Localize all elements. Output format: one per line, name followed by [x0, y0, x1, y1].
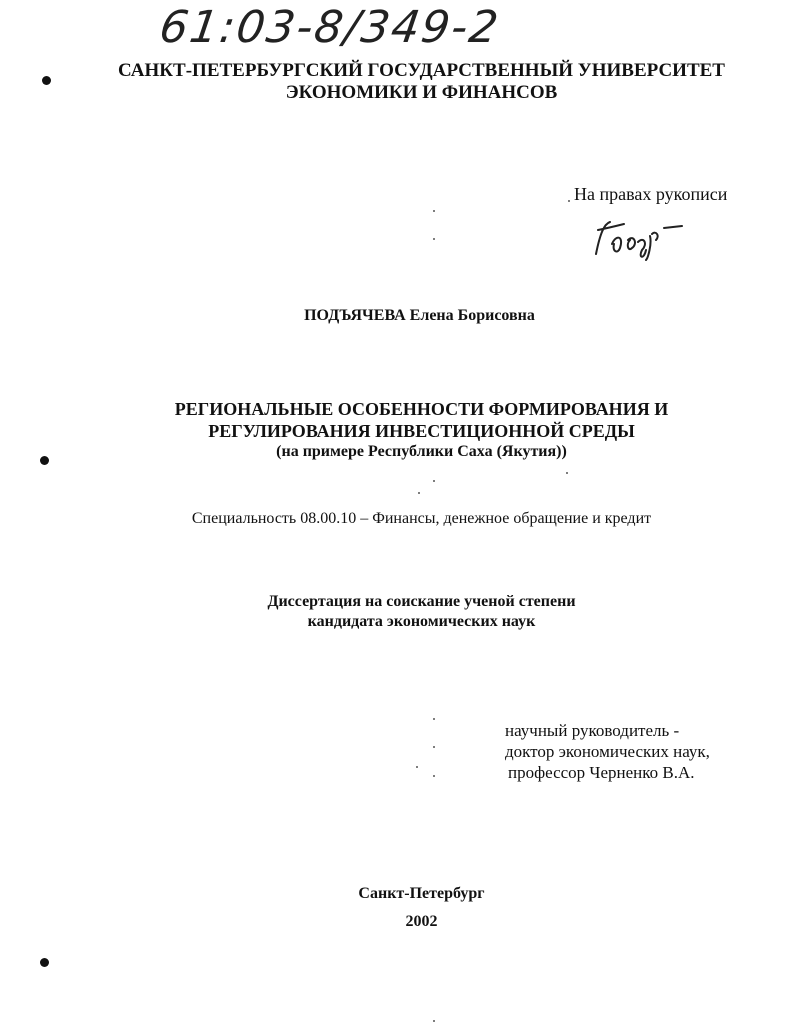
scan-speck [433, 746, 435, 748]
supervisor-line-1: научный руководитель - [505, 721, 680, 740]
degree-line-2: кандидата экономических наук [307, 613, 536, 630]
year: 2002 [405, 913, 438, 930]
scan-speck [433, 718, 435, 720]
manuscript-note: На правах рукописи [574, 184, 728, 204]
author-name: ПОДЪЯЧЕВА Елена Борисовна [304, 307, 535, 324]
supervisor-block [505, 720, 710, 783]
scan-speck [433, 1020, 435, 1022]
city: Санкт-Петербург [358, 885, 485, 902]
binder-hole-bottom [40, 958, 49, 967]
university-header [0, 60, 799, 104]
university-line-2: ЭКОНОМИКИ И ФИНАНСОВ [285, 82, 558, 103]
signature-icon [590, 214, 690, 262]
university-line-1: САНКТ-ПЕТЕРБУРГСКИЙ ГОСУДАРСТВЕННЫЙ УНИВЕРСИТЕТ [118, 60, 725, 81]
scan-speck [416, 766, 418, 768]
scan-speck [568, 200, 570, 202]
scan-speck [418, 492, 420, 494]
title-line-2: РЕГУЛИРОВАНИЯ ИНВЕСТИЦИОННОЙ СРЕДЫ [208, 421, 635, 441]
title-line-1: РЕГИОНАЛЬНЫЕ ОСОБЕННОСТИ ФОРМИРОВАНИЯ И [174, 399, 669, 419]
scan-speck [433, 238, 435, 240]
scan-speck [433, 480, 435, 482]
scan-speck [433, 775, 435, 777]
scan-speck [566, 472, 568, 474]
supervisor-line-3: профессор Черненко В.А. [508, 763, 695, 782]
scan-speck [433, 210, 435, 212]
specialty: Специальность 08.00.10 – Финансы, денежное обращение и кредит [191, 510, 652, 527]
title-subtitle: (на примере Республики Саха (Якутия)) [276, 443, 567, 460]
degree-line-1: Диссертация на соискание ученой степени [267, 593, 576, 610]
dissertation-title [0, 398, 799, 462]
supervisor-line-2: доктор экономических наук, [505, 742, 710, 761]
archive-number: 61:03-8/349-2 [156, 2, 503, 53]
degree-statement [0, 592, 799, 632]
